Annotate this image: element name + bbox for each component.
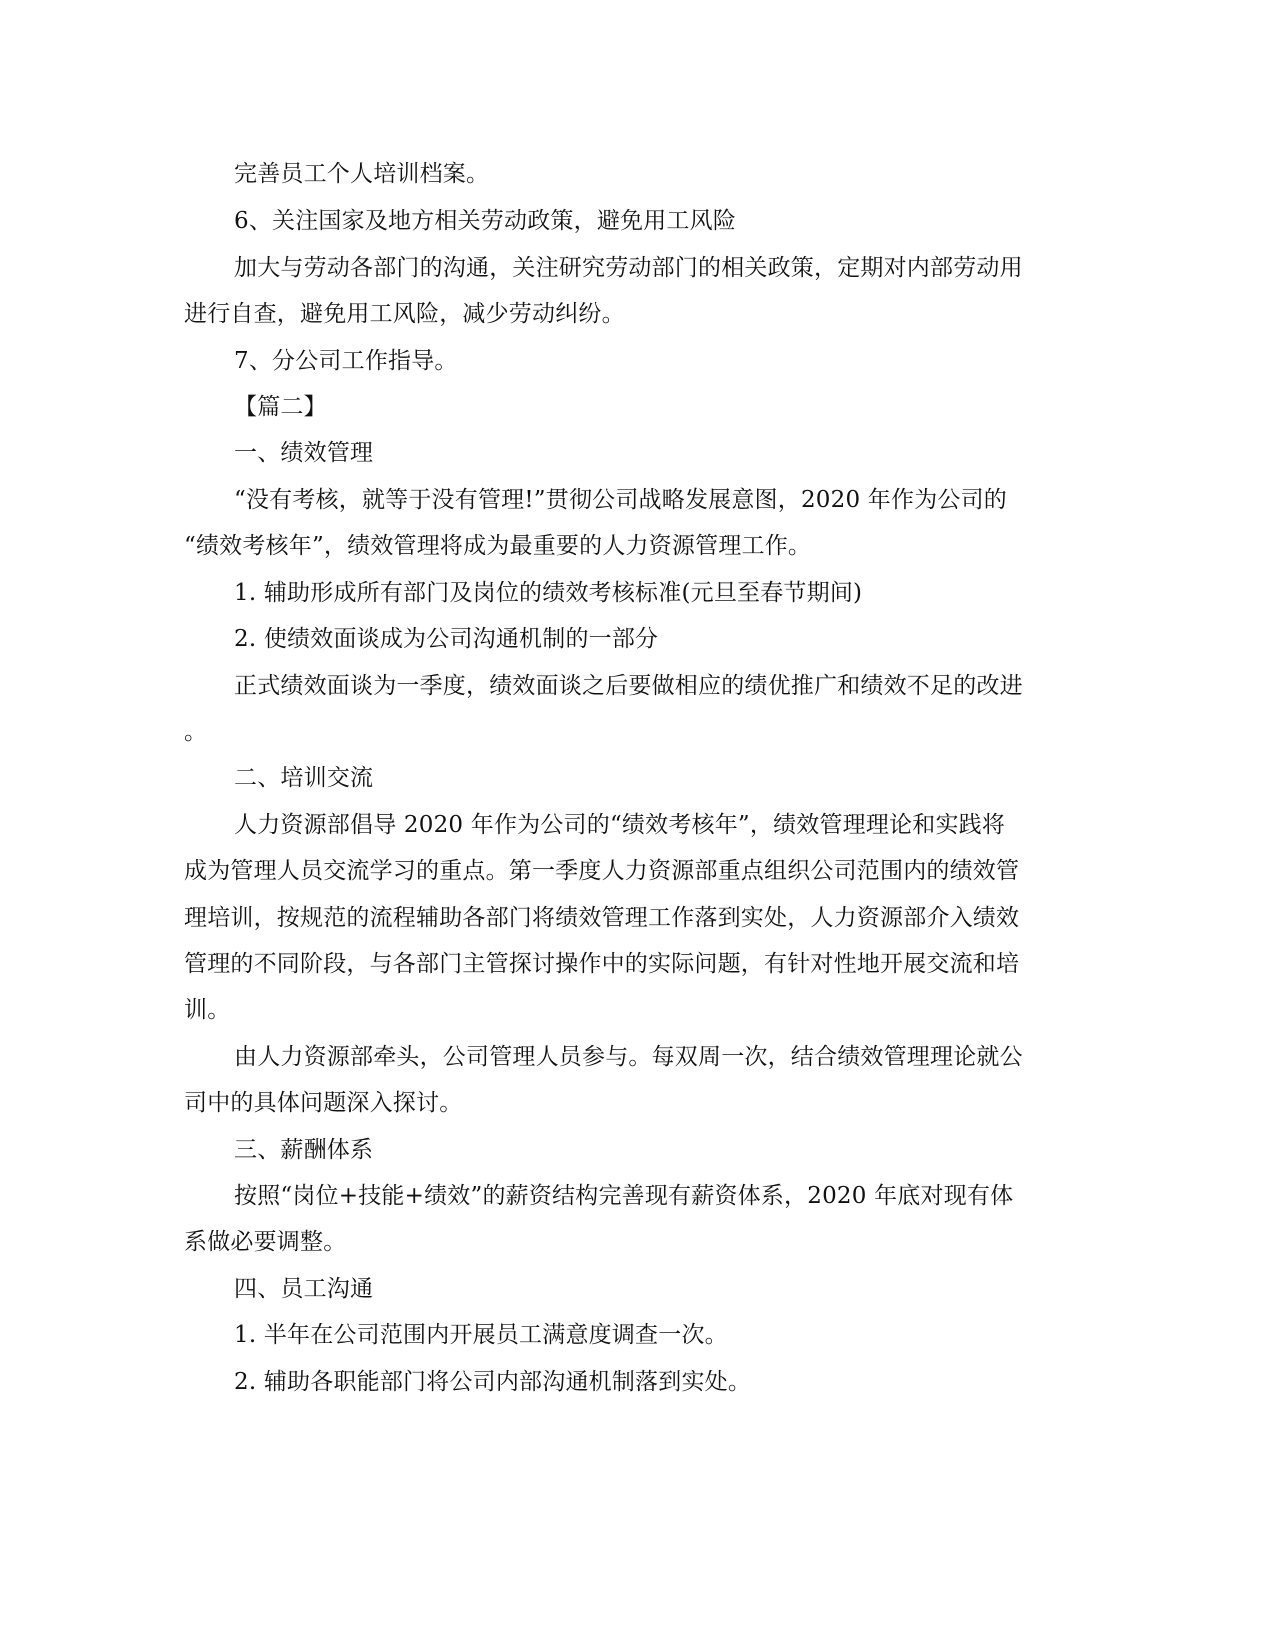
paragraph-line: 加大与劳动各部门的沟通，关注研究劳动部门的相关政策，定期对内部劳动用 — [234, 255, 1023, 281]
paragraph-line: 完善员工个人培训档案。 — [234, 161, 490, 187]
paragraph-line: 正式绩效面谈为一季度，绩效面谈之后要做相应的绩优推广和绩效不足的改进 — [234, 673, 1023, 699]
paragraph-line: 进行自查，避免用工风险，减少劳动纠纷。 — [184, 301, 625, 327]
paragraph-line: 成为管理人员交流学习的重点。第一季度人力资源部重点组织公司范围内的绩效管 — [184, 858, 1020, 884]
paragraph-line: 按照“岗位+技能+绩效”的薪资结构完善现有薪资体系，2020 年底对现有体 — [234, 1183, 1014, 1209]
section-heading: 7、分公司工作指导。 — [234, 348, 458, 374]
list-item: 2. 使绩效面谈成为公司沟通机制的一部分 — [234, 626, 659, 652]
part-heading: 【篇二】 — [234, 394, 327, 420]
paragraph-line: 系做必要调整。 — [184, 1229, 347, 1255]
section-heading: 三、薪酬体系 — [234, 1137, 374, 1163]
paragraph-line: 训。 — [184, 997, 231, 1023]
paragraph-line: 司中的具体问题深入探讨。 — [184, 1090, 463, 1116]
paragraph-line: “没有考核，就等于没有管理!”贯彻公司战略发展意图，2020 年作为公司的 — [234, 487, 1008, 513]
section-heading: 二、培训交流 — [234, 765, 374, 791]
paragraph-line: 管理的不同阶段，与各部门主管探讨操作中的实际问题，有针对性地开展交流和培 — [184, 951, 1020, 977]
paragraph-line: 理培训，按规范的流程辅助各部门将绩效管理工作落到实处，人力资源部介入绩效 — [184, 905, 1020, 931]
paragraph-line: 由人力资源部牵头，公司管理人员参与。每双周一次，结合绩效管理理论就公 — [234, 1044, 1023, 1070]
paragraph-line: 。 — [184, 719, 208, 745]
list-item: 1. 辅助形成所有部门及岗位的绩效考核标准(元旦至春节期间) — [234, 580, 863, 606]
section-heading: 6、关注国家及地方相关劳动政策，避免用工风险 — [234, 208, 737, 234]
list-item: 1. 半年在公司范围内开展员工满意度调查一次。 — [234, 1322, 728, 1348]
paragraph-line: 人力资源部倡导 2020 年作为公司的“绩效考核年”，绩效管理理论和实践将 — [234, 812, 1006, 838]
section-heading: 四、员工沟通 — [234, 1276, 374, 1302]
section-heading: 一、绩效管理 — [234, 440, 374, 466]
list-item: 2. 辅助各职能部门将公司内部沟通机制落到实处。 — [234, 1369, 752, 1395]
paragraph-line: “绩效考核年”，绩效管理将成为最重要的人力资源管理工作。 — [184, 533, 812, 559]
